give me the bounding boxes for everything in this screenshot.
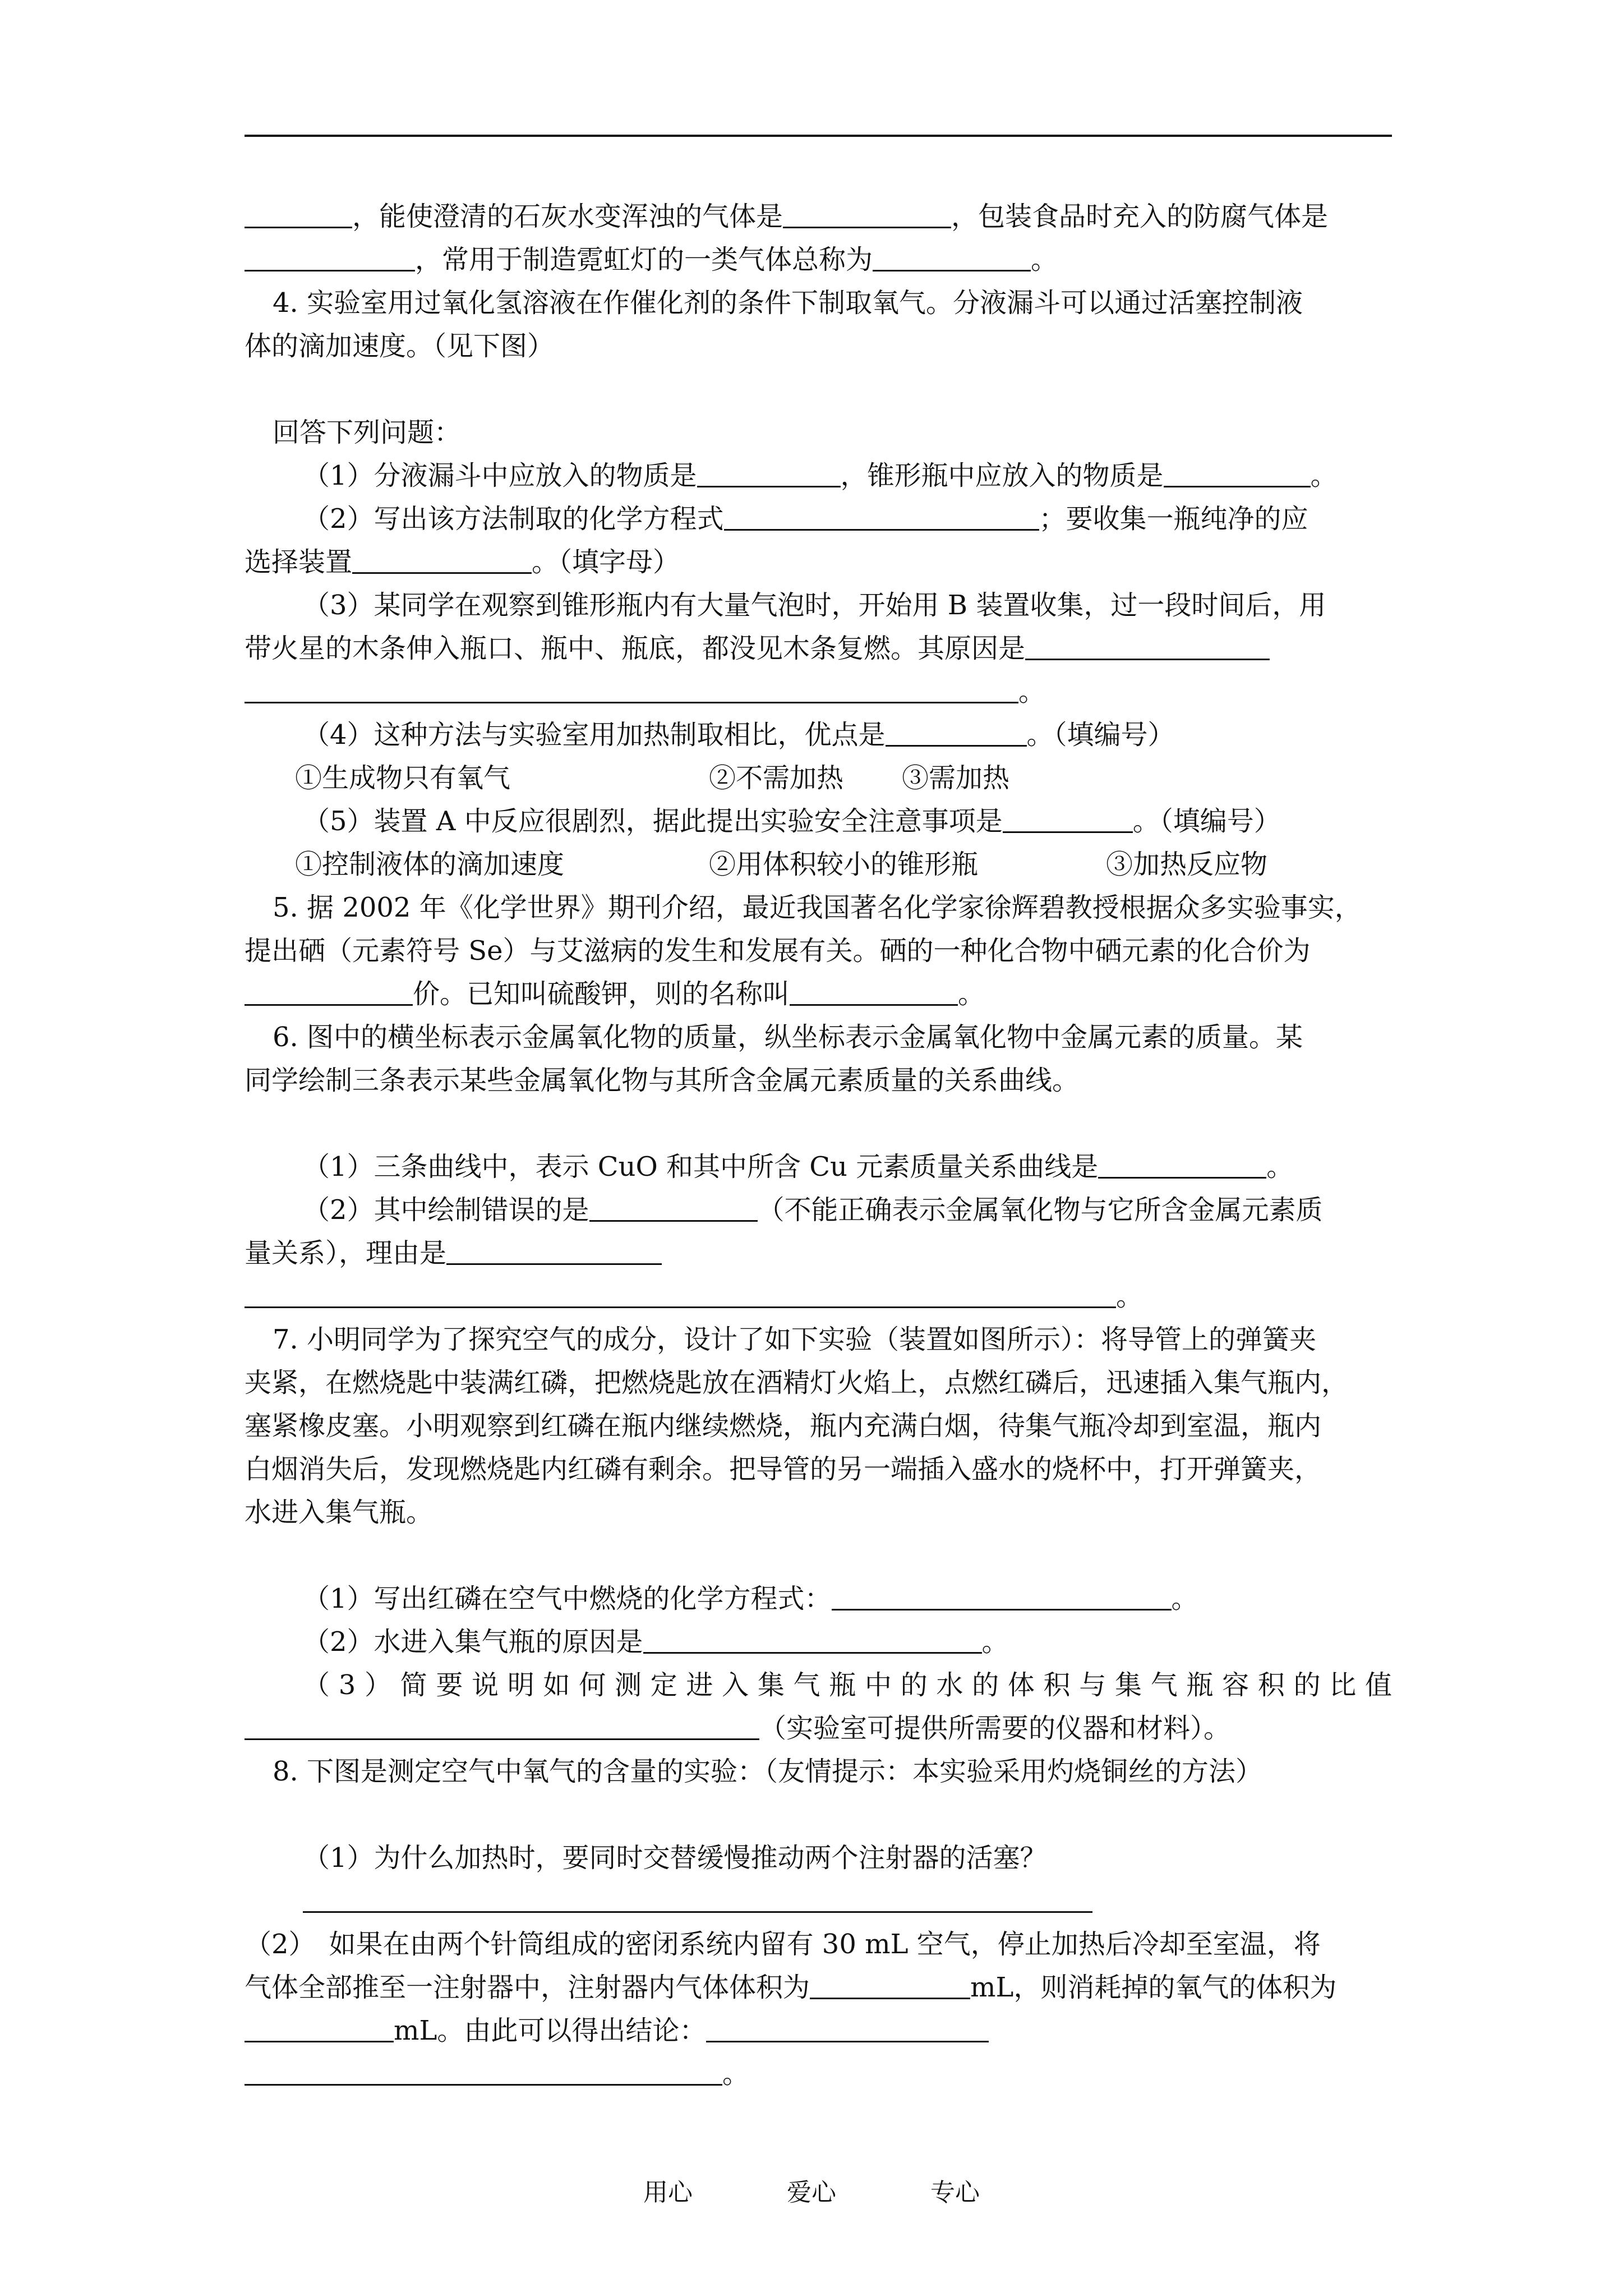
q6-stem-1: 6. 图中的横坐标表示金属氧化物的质量，纵坐标表示金属氧化物中金属元素的质量。某 [273, 1022, 1303, 1053]
option: ③需加热 [902, 762, 1010, 794]
q4-sub-3-cont: 带火星的木条伸入瓶口、瓶中、瓶底，都没见木条复燃。其原因是 [245, 627, 1392, 670]
option: ①控制液体的滴加速度 [295, 849, 565, 880]
q4-sub-4: （4）这种方法与实验室用加热制取相比，优点是 。（填编号） [245, 714, 1392, 757]
answer-blank[interactable] [245, 238, 415, 272]
answer-blank[interactable] [245, 195, 352, 228]
q8-sub-2-end: 。 [245, 2053, 1392, 2096]
footer-label: 爱心 [787, 2178, 836, 2207]
q6-sub-2: （2）其中绘制错误的是 （不能正确表示金属氧化物与它所含金属元素质 [245, 1189, 1392, 1232]
answer-blank[interactable] [873, 238, 1031, 272]
q5-stem-1: 5. 据 2002 年《化学世界》期刊介绍，最近我国著名化学家徐辉碧教授根据众多实验事实， [273, 892, 1362, 923]
q7-stem-1: 7. 小明同学为了探究空气的成分，设计了如下实验（装置如图所示）：将导管上的弹簧夹 [273, 1324, 1317, 1355]
q4-sub-4-options [245, 757, 1392, 800]
q4-sub-2-cont: 选择装置 。（填字母） [245, 541, 1392, 584]
answer-blank[interactable] [697, 454, 841, 487]
q5-stem-2: 提出硒（元素符号 Se）与艾滋病的发生和发展有关。硒的一种化合物中硒元素的化合价为 [245, 935, 1311, 967]
figure-placeholder [245, 1534, 1392, 1577]
header-rule [245, 135, 1392, 137]
q6-sub-2-end: 。 [245, 1275, 1392, 1318]
page-footer [0, 2172, 1623, 2208]
q6-sub-2-cont: 量关系），理由是 [245, 1232, 1392, 1275]
q4-prompt: 回答下列问题： [273, 417, 462, 448]
answer-blank[interactable] [643, 1621, 982, 1654]
answer-blank[interactable] [1025, 627, 1270, 660]
q3-line-2: ，常用于制造霓虹灯的一类气体总称为 。 [245, 238, 1392, 282]
q4-sub-2: （2）写出该方法制取的化学方程式 ；要收集一瓶纯净的应 [245, 498, 1392, 541]
answer-blank[interactable] [832, 1577, 1172, 1611]
answer-blank[interactable] [303, 1880, 1092, 1913]
q4-sub-3-end: 。 [245, 670, 1392, 714]
q8-stem: 8. 下图是测定空气中氧气的含量的实验：（友情提示：本实验采用灼烧铜丝的方法） [273, 1756, 1263, 1787]
q6-sub-1: （1）三条曲线中，表示 CuO 和其中所含 Cu 元素质量关系曲线是 。 [245, 1145, 1392, 1189]
q6-stem-2: 同学绘制三条表示某些金属氧化物与其所含金属元素质量的关系曲线。 [245, 1065, 1080, 1096]
q4-sub-1: （1）分液漏斗中应放入的物质是 ，锥形瓶中应放入的物质是 。 [245, 454, 1392, 498]
answer-blank[interactable] [790, 973, 958, 1006]
answer-blank[interactable] [589, 1189, 758, 1222]
figure-placeholder [245, 1102, 1392, 1145]
answer-blank[interactable] [1003, 800, 1133, 833]
option: ③加热反应物 [1106, 849, 1268, 880]
q7-sub-1: （1）写出红磷在空气中燃烧的化学方程式： 。 [245, 1577, 1392, 1621]
answer-blank[interactable] [886, 714, 1027, 747]
q7-sub-3-cont: （实验室可提供所需要的仪器和材料）。 [245, 1707, 1392, 1750]
option: ②不需加热 [709, 762, 844, 794]
q4-sub-5: （5）装置 A 中反应很剧烈，据此提出实验安全注意事项是 。（填编号） [245, 800, 1392, 843]
answer-blank[interactable] [245, 1707, 759, 1740]
q7-stem-2: 夹紧，在燃烧匙中装满红磷，把燃烧匙放在酒精灯火焰上，点燃红磷后，迅速插入集气瓶内， [245, 1367, 1349, 1398]
q7-stem-5: 水进入集气瓶。 [245, 1497, 434, 1528]
q7-sub-3: （3）简要说明如何测定进入集气瓶中的水的体积与集气瓶容积的比值 [303, 1669, 1392, 1701]
figure-placeholder [245, 368, 1392, 411]
option: ①生成物只有氧气 [295, 762, 511, 794]
q8-sub-2-cont: 气体全部推至一注射器中，注射器内气体体积为 mL，则消耗掉的氧气的体积为 [245, 1966, 1392, 2009]
q8-sub-1-answer [245, 1880, 1392, 1923]
answer-blank[interactable] [724, 498, 1039, 531]
footer-label: 用心 [643, 2178, 693, 2207]
q8-sub-2-cont2: mL。由此可以得出结论： [245, 2009, 1392, 2053]
footer-label: 专心 [930, 2178, 980, 2207]
q5-stem-3: 价。已知叫硫酸钾，则的名称叫 。 [245, 973, 1392, 1016]
answer-blank[interactable] [783, 195, 951, 228]
q7-stem-3: 塞紧橡皮塞。小明观察到红磷在瓶内继续燃烧，瓶内充满白烟，待集气瓶冷却到室温，瓶内 [245, 1410, 1322, 1442]
answer-blank[interactable] [245, 2053, 722, 2086]
answer-blank[interactable] [706, 2009, 989, 2042]
answer-blank[interactable] [245, 2009, 394, 2042]
answer-blank[interactable] [1098, 1145, 1266, 1179]
answer-blank[interactable] [352, 541, 532, 574]
answer-blank[interactable] [1164, 454, 1311, 487]
q4-stem-2: 体的滴加速度。（见下图） [245, 330, 555, 362]
answer-blank[interactable] [810, 1966, 970, 1999]
q7-stem-4: 白烟消失后，发现燃烧匙内红磷有剩余。把导管的另一端插入盛水的烧杯中，打开弹簧夹， [245, 1453, 1322, 1485]
q3-line-1: ，能使澄清的石灰水变浑浊的气体是 ，包装食品时充入的防腐气体是 [245, 195, 1392, 238]
worksheet-body [245, 195, 1392, 2096]
figure-placeholder [245, 1793, 1392, 1837]
q7-sub-2: （2）水进入集气瓶的原因是 。 [245, 1621, 1392, 1664]
q4-sub-5-options [245, 843, 1392, 886]
q4-sub-3: （3）某同学在观察到锥形瓶内有大量气泡时，开始用 B 装置收集，过一段时间后，用 [303, 590, 1326, 621]
answer-blank[interactable] [446, 1232, 662, 1265]
option: ②用体积较小的锥形瓶 [709, 849, 979, 880]
q8-sub-1: （1）为什么加热时，要同时交替缓慢推动两个注射器的活塞？ [303, 1842, 1047, 1874]
q8-sub-2: （2） 如果在由两个针筒组成的密闭系统内留有 30 mL 空气，停止加热后冷却至室温，将 [245, 1929, 1321, 1960]
answer-blank[interactable] [245, 670, 1018, 703]
answer-blank[interactable] [245, 1275, 1116, 1308]
q4-stem-1: 4. 实验室用过氧化氢溶液在作催化剂的条件下制取氧气。分液漏斗可以通过活塞控制液 [273, 287, 1303, 319]
answer-blank[interactable] [245, 973, 413, 1006]
